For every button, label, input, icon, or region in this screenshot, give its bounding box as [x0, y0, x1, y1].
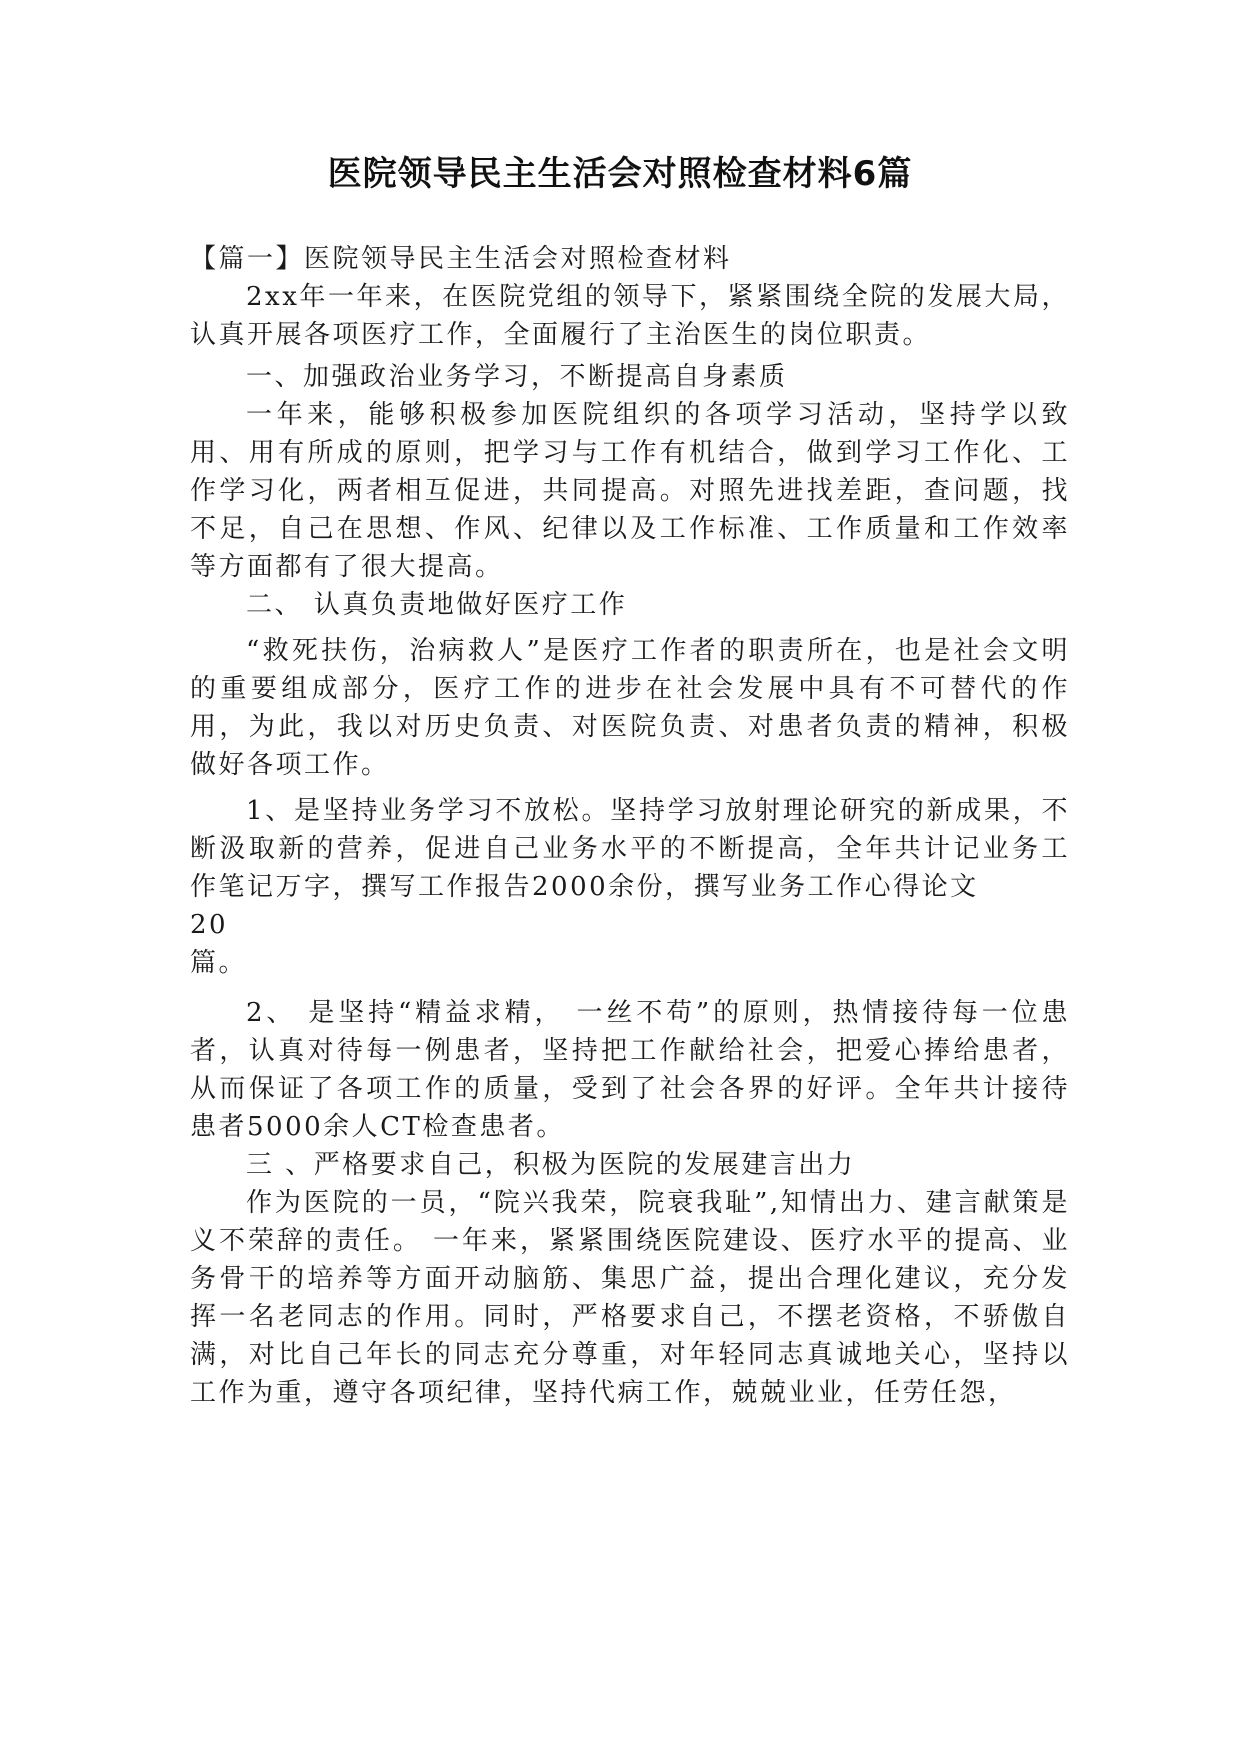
paragraph-point-1-unit: 篇。 [190, 948, 248, 978]
paragraph-suggestions: 作为医院的一员，“院兴我荣，院衰我耻”,知情出力、建言献策是义不荣辞的责任。 一年来，紧紧围绕医院建设、医疗水平的提高、业务骨干的培养等方面开动脑筋、集思广益，提出合理化建议，充分发挥一名老同志的作用。同时，严格要求自己，不摆老资格，不骄傲自满，对比自己年长的同志充分尊重，对年轻同志真诚地关心，坚持以工作为重，遵守各项纪律，坚持代病工作，兢兢业业，任劳任怨， [190, 1188, 1070, 1408]
subheading-2: 二、 认真负责地做好医疗工作 [246, 590, 628, 620]
paragraph-point-1-count: 20 [190, 910, 229, 940]
subheading-1: 一、加强政治业务学习，不断提高自身素质 [246, 362, 788, 392]
paragraph-medical-work: “救死扶伤，治病救人”是医疗工作者的职责所在，也是社会文明的重要组成部分，医疗工作的进步在社会发展中具有不可替代的作用，为此，我以对历史负责、对医院负责、对患者负责的精神，积极做好各项工作。 [190, 636, 1070, 780]
document-body [190, 240, 1070, 1412]
paragraph-point-1: 1、是坚持业务学习不放松。坚持学习放射理论研究的新成果，不断汲取新的营养，促进自己业务水平的不断提高，全年共计记业务工作笔记万字，撰写工作报告2000余份，撰写业务工作心得论文 [190, 796, 1070, 902]
section-heading: 【篇一】医院领导民主生活会对照检查材料 [190, 244, 732, 274]
paragraph-intro: 2xx年一年来，在医院党组的领导下，紧紧围绕全院的发展大局，认真开展各项医疗工作，全面履行了主治医生的岗位职责。 [190, 282, 1070, 350]
document-title: 医院领导民主生活会对照检查材料6篇 [327, 154, 913, 194]
paragraph-point-2: 2、 是坚持“精益求精， 一丝不苟”的原则，热情接待每一位患者，认真对待每一例患者，坚持把工作献给社会，把爱心捧给患者，从而保证了各项工作的质量，受到了社会各界的好评。全年共计接待患者5000余人CT检查患者。 [190, 998, 1070, 1142]
subheading-3: 三 、严格要求自己，积极为医院的发展建言出力 [246, 1150, 856, 1180]
paragraph-study: 一年来，能够积极参加医院组织的各项学习活动，坚持学以致用、用有所成的原则，把学习与工作有机结合，做到学习工作化、工作学习化，两者相互促进，共同提高。对照先进找差距，查问题，找不足，自己在思想、作风、纪律以及工作标准、工作质量和工作效率等方面都有了很大提高。 [190, 400, 1070, 582]
